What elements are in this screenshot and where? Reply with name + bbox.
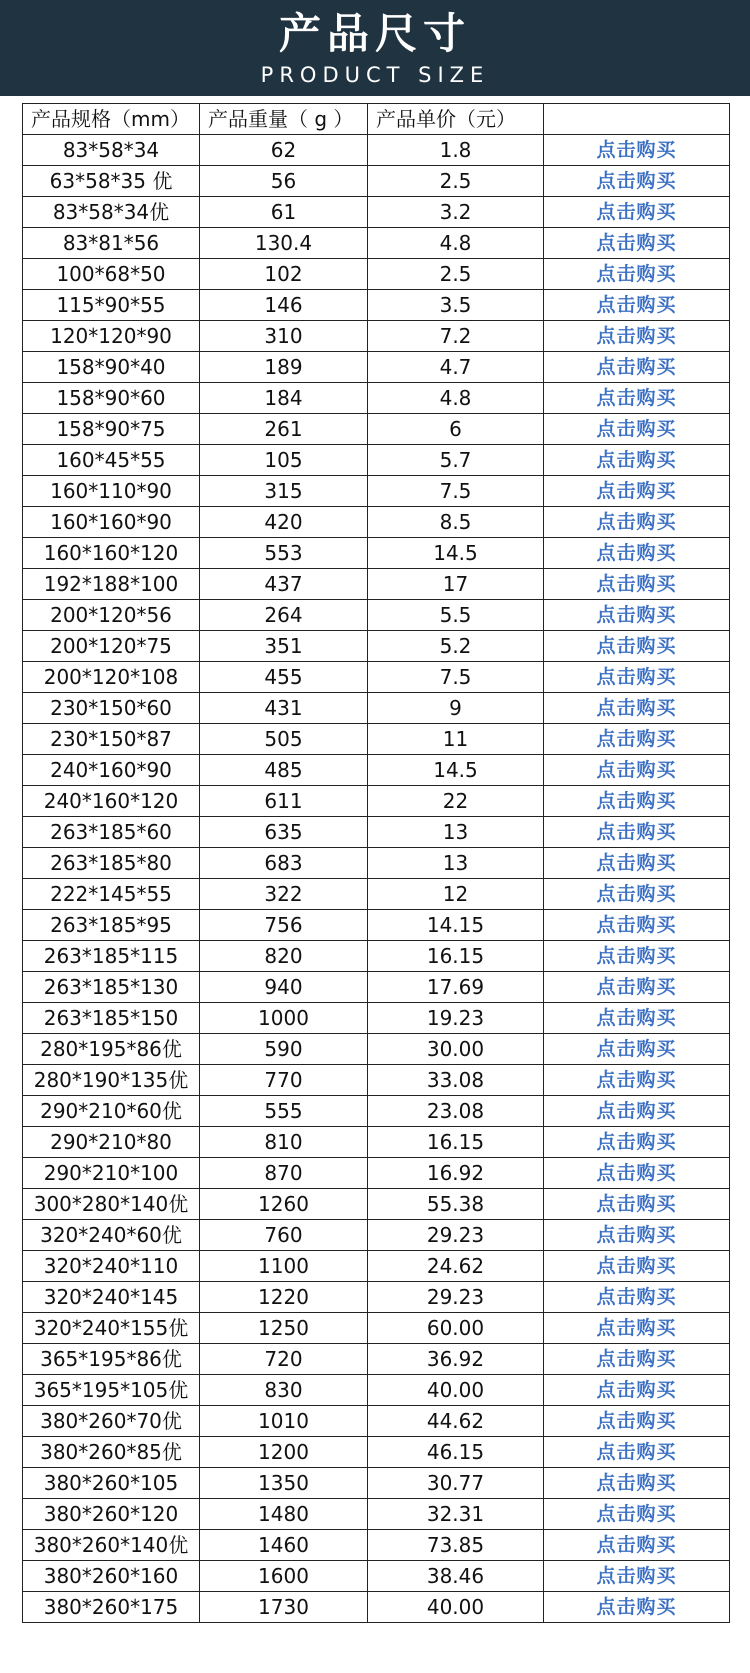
buy-link[interactable]: 点击购买 [544,600,730,631]
cell-price: 32.31 [368,1499,544,1530]
cell-size: 160*45*55 [23,445,200,476]
buy-link[interactable]: 点击购买 [544,1127,730,1158]
cell-size: 263*185*60 [23,817,200,848]
cell-size: 320*240*155优 [23,1313,200,1344]
buy-link[interactable]: 点击购买 [544,1530,730,1561]
buy-link[interactable]: 点击购买 [544,941,730,972]
cell-weight: 810 [200,1127,368,1158]
table-row [23,724,730,755]
buy-link[interactable]: 点击购买 [544,1437,730,1468]
cell-price: 4.8 [368,228,544,259]
cell-weight: 830 [200,1375,368,1406]
cell-price: 7.2 [368,321,544,352]
cell-size: 320*240*110 [23,1251,200,1282]
cell-price: 5.7 [368,445,544,476]
cell-price: 60.00 [368,1313,544,1344]
cell-weight: 264 [200,600,368,631]
table-row [23,1592,730,1623]
cell-price: 16.15 [368,1127,544,1158]
buy-link[interactable]: 点击购买 [544,259,730,290]
cell-weight: 56 [200,166,368,197]
cell-price: 16.15 [368,941,544,972]
cell-weight: 1220 [200,1282,368,1313]
cell-weight: 315 [200,476,368,507]
page-title: 产品尺寸 [278,9,471,58]
cell-size: 380*260*175 [23,1592,200,1623]
cell-weight: 1010 [200,1406,368,1437]
table-row [23,135,730,166]
cell-weight: 310 [200,321,368,352]
cell-size: 380*260*85优 [23,1437,200,1468]
buy-link[interactable]: 点击购买 [544,321,730,352]
cell-weight: 130.4 [200,228,368,259]
buy-link[interactable]: 点击购买 [544,786,730,817]
cell-weight: 1480 [200,1499,368,1530]
cell-price: 73.85 [368,1530,544,1561]
cell-weight: 760 [200,1220,368,1251]
buy-link[interactable]: 点击购买 [544,1189,730,1220]
cell-price: 14.15 [368,910,544,941]
column-header-action [544,104,730,135]
cell-size: 380*260*160 [23,1561,200,1592]
cell-weight: 1000 [200,1003,368,1034]
table-row [23,321,730,352]
cell-price: 16.92 [368,1158,544,1189]
cell-weight: 770 [200,1065,368,1096]
cell-price: 6 [368,414,544,445]
table-header-row [23,104,730,135]
column-header-weight: 产品重量（ g ） [200,104,368,135]
table-row [23,1530,730,1561]
cell-price: 8.5 [368,507,544,538]
buy-link[interactable]: 点击购买 [544,848,730,879]
table-row [23,259,730,290]
table-row [23,197,730,228]
buy-link[interactable]: 点击购买 [544,538,730,569]
table-row [23,600,730,631]
cell-price: 14.5 [368,538,544,569]
buy-link[interactable]: 点击购买 [544,1499,730,1530]
table-row [23,1344,730,1375]
buy-link[interactable]: 点击购买 [544,383,730,414]
cell-size: 380*260*70优 [23,1406,200,1437]
cell-weight: 105 [200,445,368,476]
cell-weight: 505 [200,724,368,755]
cell-weight: 437 [200,569,368,600]
table-row [23,290,730,321]
buy-link[interactable]: 点击购买 [544,569,730,600]
cell-price: 11 [368,724,544,755]
buy-link[interactable]: 点击购买 [544,135,730,166]
cell-price: 19.23 [368,1003,544,1034]
buy-link[interactable]: 点击购买 [544,1065,730,1096]
cell-weight: 184 [200,383,368,414]
cell-price: 4.7 [368,352,544,383]
cell-size: 240*160*120 [23,786,200,817]
cell-weight: 1200 [200,1437,368,1468]
table-row [23,693,730,724]
cell-price: 13 [368,848,544,879]
cell-size: 160*110*90 [23,476,200,507]
table-row [23,1096,730,1127]
cell-price: 29.23 [368,1282,544,1313]
cell-weight: 720 [200,1344,368,1375]
table-row [23,1468,730,1499]
buy-link[interactable]: 点击购买 [544,414,730,445]
table-row [23,445,730,476]
cell-price: 40.00 [368,1592,544,1623]
table-row [23,476,730,507]
cell-weight: 420 [200,507,368,538]
cell-size: 230*150*60 [23,693,200,724]
cell-price: 36.92 [368,1344,544,1375]
buy-link[interactable]: 点击购买 [544,1313,730,1344]
buy-link[interactable]: 点击购买 [544,290,730,321]
table-row [23,1282,730,1313]
table-row [23,879,730,910]
cell-size: 263*185*80 [23,848,200,879]
cell-size: 158*90*40 [23,352,200,383]
table-row [23,1251,730,1282]
cell-weight: 1600 [200,1561,368,1592]
cell-price: 7.5 [368,662,544,693]
page-subtitle: PRODUCT SIZE [260,63,490,87]
column-header-size: 产品规格（mm） [23,104,200,135]
cell-size: 380*260*105 [23,1468,200,1499]
buy-link[interactable]: 点击购买 [544,693,730,724]
column-header-price: 产品单价（元） [368,104,544,135]
table-row [23,1406,730,1437]
cell-weight: 590 [200,1034,368,1065]
cell-size: 83*58*34 [23,135,200,166]
buy-link[interactable]: 点击购买 [544,1406,730,1437]
cell-weight: 635 [200,817,368,848]
cell-size: 63*58*35 优 [23,166,200,197]
product-size-table-container [22,103,729,1623]
cell-size: 83*58*34优 [23,197,200,228]
buy-link[interactable]: 点击购买 [544,445,730,476]
cell-price: 40.00 [368,1375,544,1406]
table-row [23,1313,730,1344]
buy-link[interactable]: 点击购买 [544,1468,730,1499]
cell-weight: 455 [200,662,368,693]
table-row [23,1189,730,1220]
buy-link[interactable]: 点击购买 [544,1592,730,1623]
cell-price: 22 [368,786,544,817]
cell-weight: 1350 [200,1468,368,1499]
buy-link[interactable]: 点击购买 [544,662,730,693]
buy-link[interactable]: 点击购买 [544,910,730,941]
cell-price: 44.62 [368,1406,544,1437]
cell-size: 230*150*87 [23,724,200,755]
cell-price: 7.5 [368,476,544,507]
cell-weight: 485 [200,755,368,786]
table-row [23,631,730,662]
table-row [23,941,730,972]
cell-size: 158*90*60 [23,383,200,414]
table-row [23,569,730,600]
cell-price: 17 [368,569,544,600]
table-row [23,383,730,414]
table-row [23,414,730,445]
cell-size: 120*120*90 [23,321,200,352]
cell-price: 9 [368,693,544,724]
cell-price: 55.38 [368,1189,544,1220]
table-row [23,1375,730,1406]
cell-size: 320*240*145 [23,1282,200,1313]
cell-price: 2.5 [368,259,544,290]
cell-size: 160*160*120 [23,538,200,569]
buy-link[interactable]: 点击购买 [544,507,730,538]
cell-size: 115*90*55 [23,290,200,321]
table-row [23,1499,730,1530]
table-row [23,1003,730,1034]
cell-weight: 756 [200,910,368,941]
cell-price: 13 [368,817,544,848]
table-row [23,538,730,569]
cell-weight: 1460 [200,1530,368,1561]
buy-link[interactable]: 点击购买 [544,1251,730,1282]
cell-weight: 62 [200,135,368,166]
buy-link[interactable]: 点击购买 [544,352,730,383]
cell-weight: 611 [200,786,368,817]
cell-weight: 820 [200,941,368,972]
cell-size: 320*240*60优 [23,1220,200,1251]
page-header [0,0,750,96]
cell-price: 33.08 [368,1065,544,1096]
table-row [23,1034,730,1065]
cell-weight: 61 [200,197,368,228]
table-row [23,1561,730,1592]
cell-size: 263*185*130 [23,972,200,1003]
table-body [23,135,730,1623]
cell-size: 263*185*115 [23,941,200,972]
cell-weight: 553 [200,538,368,569]
cell-size: 200*120*75 [23,631,200,662]
buy-link[interactable]: 点击购买 [544,755,730,786]
table-row [23,1437,730,1468]
table-row [23,228,730,259]
cell-price: 5.2 [368,631,544,662]
cell-price: 30.00 [368,1034,544,1065]
cell-price: 1.8 [368,135,544,166]
buy-link[interactable]: 点击购买 [544,1220,730,1251]
table-row [23,972,730,1003]
cell-price: 4.8 [368,383,544,414]
buy-link[interactable]: 点击购买 [544,1561,730,1592]
cell-size: 290*210*80 [23,1127,200,1158]
cell-size: 200*120*56 [23,600,200,631]
table-row [23,755,730,786]
cell-size: 380*260*140优 [23,1530,200,1561]
buy-link[interactable]: 点击购买 [544,972,730,1003]
table-row [23,352,730,383]
cell-size: 200*120*108 [23,662,200,693]
cell-weight: 146 [200,290,368,321]
cell-size: 365*195*86优 [23,1344,200,1375]
buy-link[interactable]: 点击购买 [544,631,730,662]
cell-size: 365*195*105优 [23,1375,200,1406]
cell-size: 192*188*100 [23,569,200,600]
cell-weight: 189 [200,352,368,383]
cell-price: 38.46 [368,1561,544,1592]
buy-link[interactable]: 点击购买 [544,197,730,228]
cell-price: 3.5 [368,290,544,321]
buy-link[interactable]: 点击购买 [544,1282,730,1313]
table-row [23,848,730,879]
buy-link[interactable]: 点击购买 [544,1375,730,1406]
cell-price: 3.2 [368,197,544,228]
buy-link[interactable]: 点击购买 [544,817,730,848]
cell-weight: 322 [200,879,368,910]
cell-size: 263*185*95 [23,910,200,941]
table-row [23,166,730,197]
buy-link[interactable]: 点击购买 [544,724,730,755]
cell-size: 290*210*60优 [23,1096,200,1127]
cell-size: 222*145*55 [23,879,200,910]
cell-price: 29.23 [368,1220,544,1251]
table-row [23,817,730,848]
buy-link[interactable]: 点击购买 [544,1158,730,1189]
cell-weight: 1250 [200,1313,368,1344]
table-row [23,1220,730,1251]
cell-weight: 555 [200,1096,368,1127]
cell-weight: 431 [200,693,368,724]
cell-price: 14.5 [368,755,544,786]
cell-weight: 102 [200,259,368,290]
cell-size: 290*210*100 [23,1158,200,1189]
cell-weight: 1730 [200,1592,368,1623]
cell-price: 2.5 [368,166,544,197]
cell-weight: 683 [200,848,368,879]
buy-link[interactable]: 点击购买 [544,228,730,259]
cell-size: 100*68*50 [23,259,200,290]
cell-size: 240*160*90 [23,755,200,786]
buy-link[interactable]: 点击购买 [544,166,730,197]
buy-link[interactable]: 点击购买 [544,1344,730,1375]
table-row [23,786,730,817]
cell-size: 280*195*86优 [23,1034,200,1065]
cell-weight: 870 [200,1158,368,1189]
table-row [23,507,730,538]
buy-link[interactable]: 点击购买 [544,1034,730,1065]
cell-weight: 940 [200,972,368,1003]
cell-weight: 1100 [200,1251,368,1282]
cell-weight: 261 [200,414,368,445]
table-row [23,1065,730,1096]
cell-weight: 1260 [200,1189,368,1220]
cell-size: 380*260*120 [23,1499,200,1530]
buy-link[interactable]: 点击购买 [544,1003,730,1034]
cell-price: 46.15 [368,1437,544,1468]
cell-weight: 351 [200,631,368,662]
table-row [23,910,730,941]
buy-link[interactable]: 点击购买 [544,1096,730,1127]
buy-link[interactable]: 点击购买 [544,476,730,507]
cell-size: 280*190*135优 [23,1065,200,1096]
cell-size: 158*90*75 [23,414,200,445]
cell-price: 30.77 [368,1468,544,1499]
cell-price: 24.62 [368,1251,544,1282]
cell-price: 23.08 [368,1096,544,1127]
table-row [23,1127,730,1158]
cell-size: 300*280*140优 [23,1189,200,1220]
cell-price: 5.5 [368,600,544,631]
cell-size: 160*160*90 [23,507,200,538]
cell-size: 83*81*56 [23,228,200,259]
cell-size: 263*185*150 [23,1003,200,1034]
cell-price: 12 [368,879,544,910]
cell-price: 17.69 [368,972,544,1003]
product-size-table [22,103,730,1623]
buy-link[interactable]: 点击购买 [544,879,730,910]
table-row [23,662,730,693]
table-row [23,1158,730,1189]
